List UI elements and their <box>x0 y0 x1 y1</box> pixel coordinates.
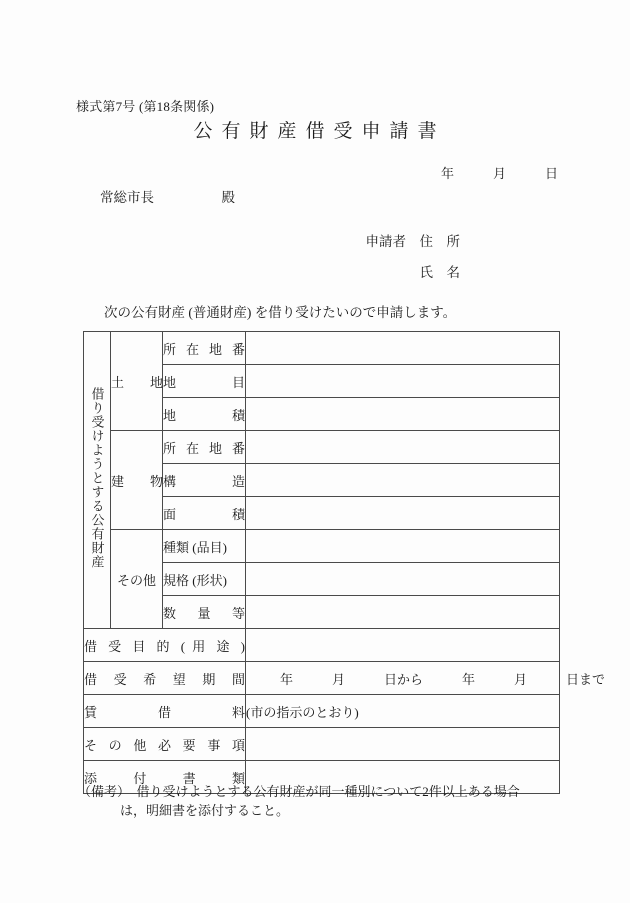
group-label-other: その他 <box>111 530 163 629</box>
table-row <box>84 332 560 365</box>
row-value-period[interactable]: 年 月 日から 年 月 日まで <box>246 662 560 695</box>
vertical-header-text: 借り受けようとする公有財産 <box>89 387 105 569</box>
row-label-attachments: 添 付 書 類 <box>84 761 246 794</box>
row-label-building-location: 所 在 地 番 <box>163 431 246 464</box>
row-value-building-area[interactable] <box>246 497 560 530</box>
row-label-land-area: 地 積 <box>163 398 246 431</box>
row-label-rent: 賃 借 料 <box>84 695 246 728</box>
table-row <box>84 431 560 464</box>
group-label-building: 建 物 <box>111 431 163 530</box>
row-label-purpose: 借 受 目 的 ( 用 途 ) <box>84 629 246 662</box>
vertical-header-cell <box>84 332 111 629</box>
row-value-building-location[interactable] <box>246 431 560 464</box>
date-line: 年 月 日 <box>440 166 558 181</box>
table-row <box>84 728 560 761</box>
table-row <box>84 629 560 662</box>
row-label-land-location: 所 在 地 番 <box>163 332 246 365</box>
row-value-purpose[interactable] <box>246 629 560 662</box>
row-value-land-area[interactable] <box>246 398 560 431</box>
application-table <box>83 331 606 794</box>
applicant-address-label: 申請者 住 所 <box>365 234 460 249</box>
applicant-name-label: 氏 名 <box>419 265 460 280</box>
page-title: 公有財産借受申請書 <box>193 121 446 142</box>
row-label-other-matters: そ の 他 必 要 事 項 <box>84 728 246 761</box>
row-label-other-spec: 規格 (形状) <box>163 563 246 596</box>
table-row <box>84 662 560 695</box>
footnote-line-1: （備考） 借り受けようとする公有財産が同一種別について2件以上ある場合 <box>78 784 520 799</box>
row-value-land-category[interactable] <box>246 365 560 398</box>
row-value-other-quantity[interactable] <box>246 596 560 629</box>
footnote-line-2: は，明細書を添付すること。 <box>120 802 290 818</box>
row-label-other-quantity: 数 量 等 <box>163 596 246 629</box>
row-value-rent[interactable]: (市の指示のとおり) <box>246 695 560 728</box>
addressee-line: 常総市長 殿 <box>100 190 235 205</box>
row-label-land-category: 地 目 <box>163 365 246 398</box>
footnote <box>78 783 578 821</box>
row-value-other-matters[interactable] <box>246 728 560 761</box>
row-value-land-location[interactable] <box>246 332 560 365</box>
row-label-period: 借 受 希 望 期 間 <box>84 662 246 695</box>
table-row <box>84 695 560 728</box>
table-row <box>84 530 560 563</box>
row-value-other-type[interactable] <box>246 530 560 563</box>
row-label-other-type: 種類 (品目) <box>163 530 246 563</box>
row-label-building-area: 面 積 <box>163 497 246 530</box>
row-label-building-structure: 構 造 <box>163 464 246 497</box>
row-value-building-structure[interactable] <box>246 464 560 497</box>
row-value-other-spec[interactable] <box>246 563 560 596</box>
intro-sentence: 次の公有財産 (普通財産) を借り受けたいので申請します。 <box>104 305 457 320</box>
group-label-land: 土 地 <box>111 332 163 431</box>
form-number: 様式第7号 (第18条関係) <box>76 99 215 114</box>
